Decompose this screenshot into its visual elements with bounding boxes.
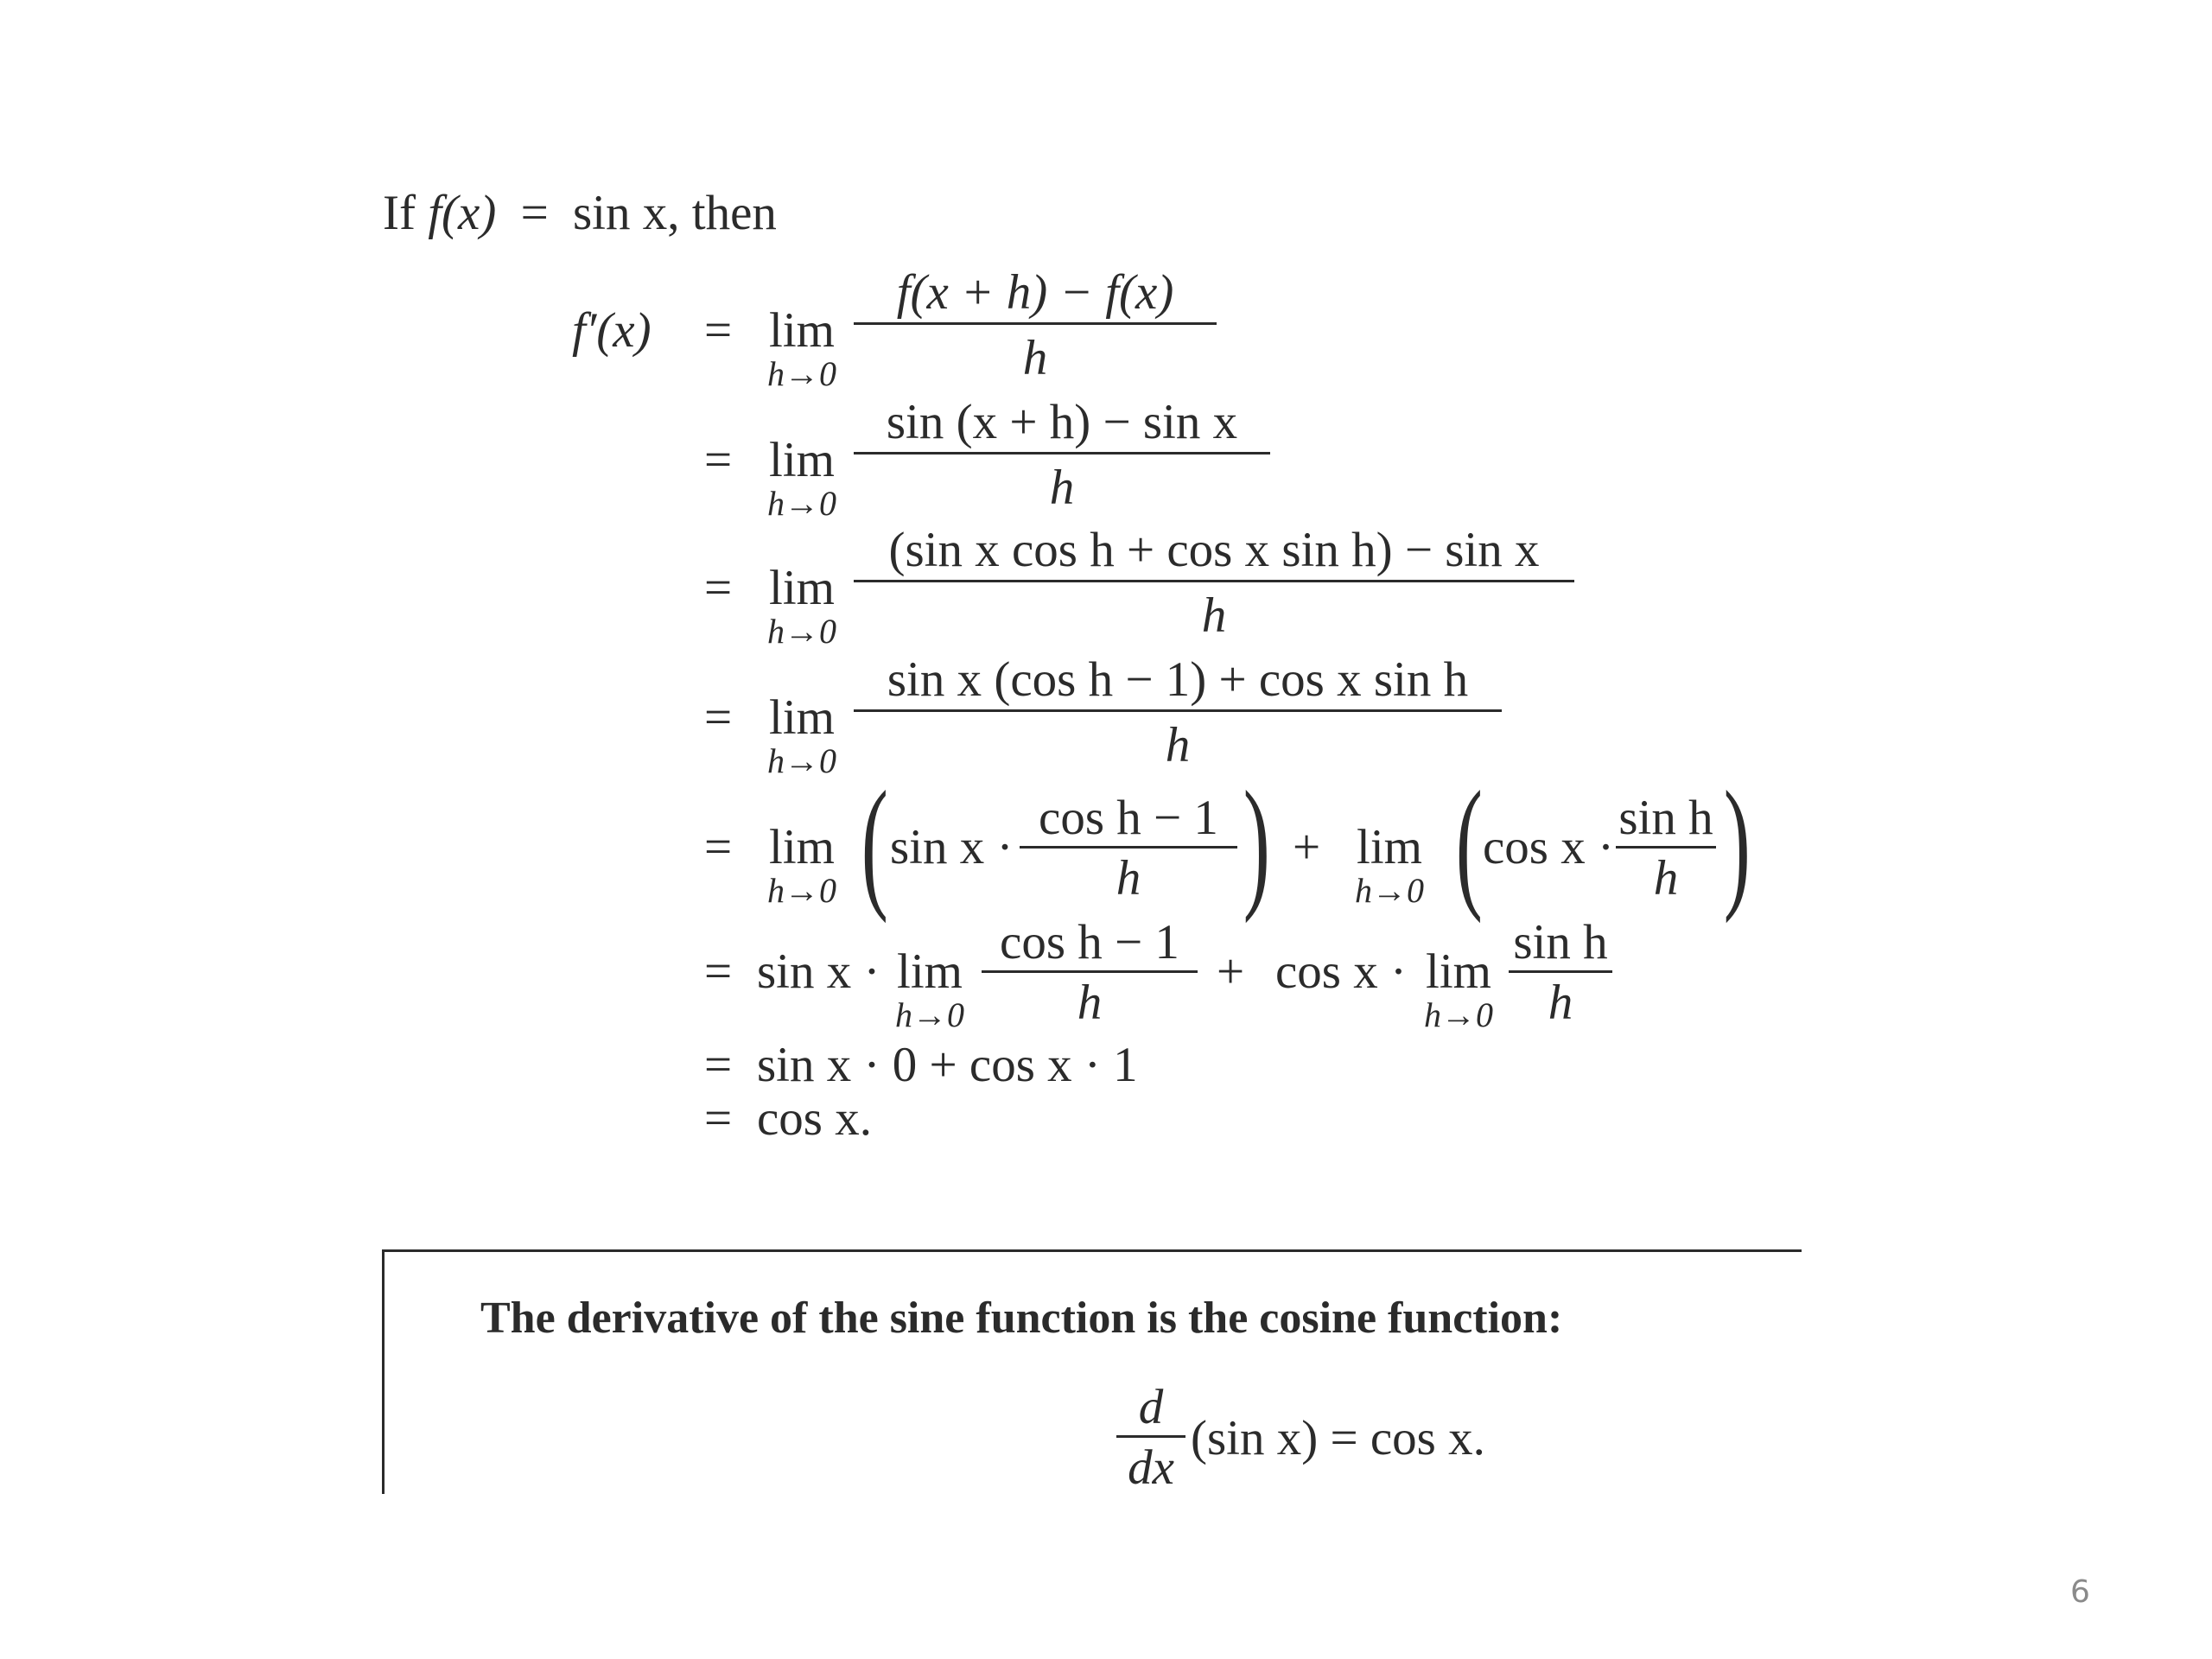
intro-line xyxy=(383,188,777,238)
lim-word: lim xyxy=(1356,820,1422,874)
step4-fraction xyxy=(854,652,1502,772)
theorem-box xyxy=(382,1249,1802,1494)
step6-denominator-2: h xyxy=(1548,976,1573,1030)
theorem-d-numerator: d xyxy=(1138,1380,1164,1434)
left-paren: ( xyxy=(861,761,888,924)
step1-numerator: f(x + h) − f(x) xyxy=(896,265,1174,320)
step6-term-a: sin x · xyxy=(757,944,880,999)
right-paren: ) xyxy=(1723,761,1751,924)
step6-fraction-1 xyxy=(982,915,1198,1030)
step4-eq: = xyxy=(704,690,733,745)
step2-fraction xyxy=(854,395,1270,515)
step4-numerator: sin x (cos h − 1) + cos x sin h xyxy=(887,652,1469,707)
step3-fraction xyxy=(854,523,1574,643)
step6-numerator-1: cos h − 1 xyxy=(1000,915,1179,969)
left-paren: ( xyxy=(1455,761,1483,924)
lim-sub: h→0 xyxy=(767,871,836,910)
fraction-bar xyxy=(1509,970,1612,973)
step5-plus: + xyxy=(1293,820,1321,874)
lim-sub: h→0 xyxy=(767,612,836,651)
step2-numerator: sin (x + h) − sin x xyxy=(886,395,1238,449)
theorem-statement: The derivative of the sine function is the cosine function: xyxy=(480,1294,1563,1343)
lim-sub: h→0 xyxy=(895,995,964,1034)
lim-sub: h→0 xyxy=(767,484,836,523)
step5-term-a: sin x · xyxy=(890,820,1014,874)
step6-fraction-2 xyxy=(1509,915,1612,1030)
step5-lim-2 xyxy=(1338,820,1441,910)
step1-lim xyxy=(750,303,854,393)
step5-numerator-1: cos h − 1 xyxy=(1039,791,1218,845)
lim-word: lim xyxy=(768,561,835,615)
intro-eq: = xyxy=(520,186,549,240)
step1-lhs: f′(x) xyxy=(572,303,652,358)
lim-word: lim xyxy=(768,433,835,487)
step3-numerator: (sin x cos h + cos x sin h) − sin x xyxy=(888,523,1540,577)
page-number: 6 xyxy=(2070,1574,2090,1610)
lim-word: lim xyxy=(768,690,835,745)
step8-eq: = xyxy=(704,1091,733,1146)
fraction-bar xyxy=(854,580,1574,582)
lim-word: lim xyxy=(768,303,835,358)
step5-fraction-2 xyxy=(1616,791,1716,906)
step2-denominator: h xyxy=(1049,461,1075,515)
intro-fx: f(x) xyxy=(428,186,497,240)
step5-lim-1 xyxy=(750,820,854,910)
step1-denominator: h xyxy=(1022,331,1048,385)
lim-word: lim xyxy=(768,820,835,874)
step7-expr: sin x · 0 + cos x · 1 xyxy=(757,1038,1138,1092)
step3-eq: = xyxy=(704,561,733,615)
step5-eq: = xyxy=(704,820,733,874)
step6-lim-2 xyxy=(1407,944,1510,1034)
step6-eq: = xyxy=(704,944,733,999)
step4-denominator: h xyxy=(1165,718,1191,772)
intro-rhs: sin x, then xyxy=(572,186,777,240)
intro-if: If xyxy=(383,186,416,240)
lim-sub: h→0 xyxy=(767,741,836,780)
fraction-bar xyxy=(1616,846,1716,849)
step5-denominator-1: h xyxy=(1116,851,1141,906)
step5-numerator-2: sin h xyxy=(1618,791,1713,845)
step8-expr: cos x. xyxy=(757,1091,872,1146)
lim-sub: h→0 xyxy=(1424,995,1493,1034)
step1-eq: = xyxy=(704,303,733,358)
step6-denominator-1: h xyxy=(1077,976,1103,1030)
step7-eq: = xyxy=(704,1038,733,1092)
step1-fraction xyxy=(854,265,1217,385)
step3-lim xyxy=(750,563,854,649)
step4-lim xyxy=(750,690,854,780)
step2-eq: = xyxy=(704,433,733,487)
lim-word: lim xyxy=(1425,944,1491,999)
fraction-bar xyxy=(854,452,1270,454)
fraction-bar xyxy=(854,322,1217,325)
theorem-derivative-operator xyxy=(1116,1380,1185,1495)
lim-sub: h→0 xyxy=(767,354,836,393)
step6-term-b: cos x · xyxy=(1275,944,1407,999)
fraction-bar xyxy=(1116,1435,1185,1438)
lim-word: lim xyxy=(896,944,963,999)
fraction-bar xyxy=(1020,846,1237,849)
step5-term-b: cos x · xyxy=(1483,820,1614,874)
step5-denominator-2: h xyxy=(1653,851,1679,906)
step3-denominator: h xyxy=(1201,588,1227,643)
theorem-d-denominator: dx xyxy=(1128,1440,1174,1495)
step6-numerator-2: sin h xyxy=(1513,915,1608,969)
fraction-bar xyxy=(854,709,1502,712)
theorem-expression: (sin x) = cos x. xyxy=(1191,1411,1485,1465)
step6-lim-1 xyxy=(878,944,982,1034)
right-paren: ) xyxy=(1243,761,1270,924)
fraction-bar xyxy=(982,970,1198,973)
lim-sub: h→0 xyxy=(1355,871,1424,910)
step2-lim xyxy=(750,435,854,521)
step6-plus: + xyxy=(1217,944,1245,999)
step5-fraction-1 xyxy=(1020,791,1237,906)
